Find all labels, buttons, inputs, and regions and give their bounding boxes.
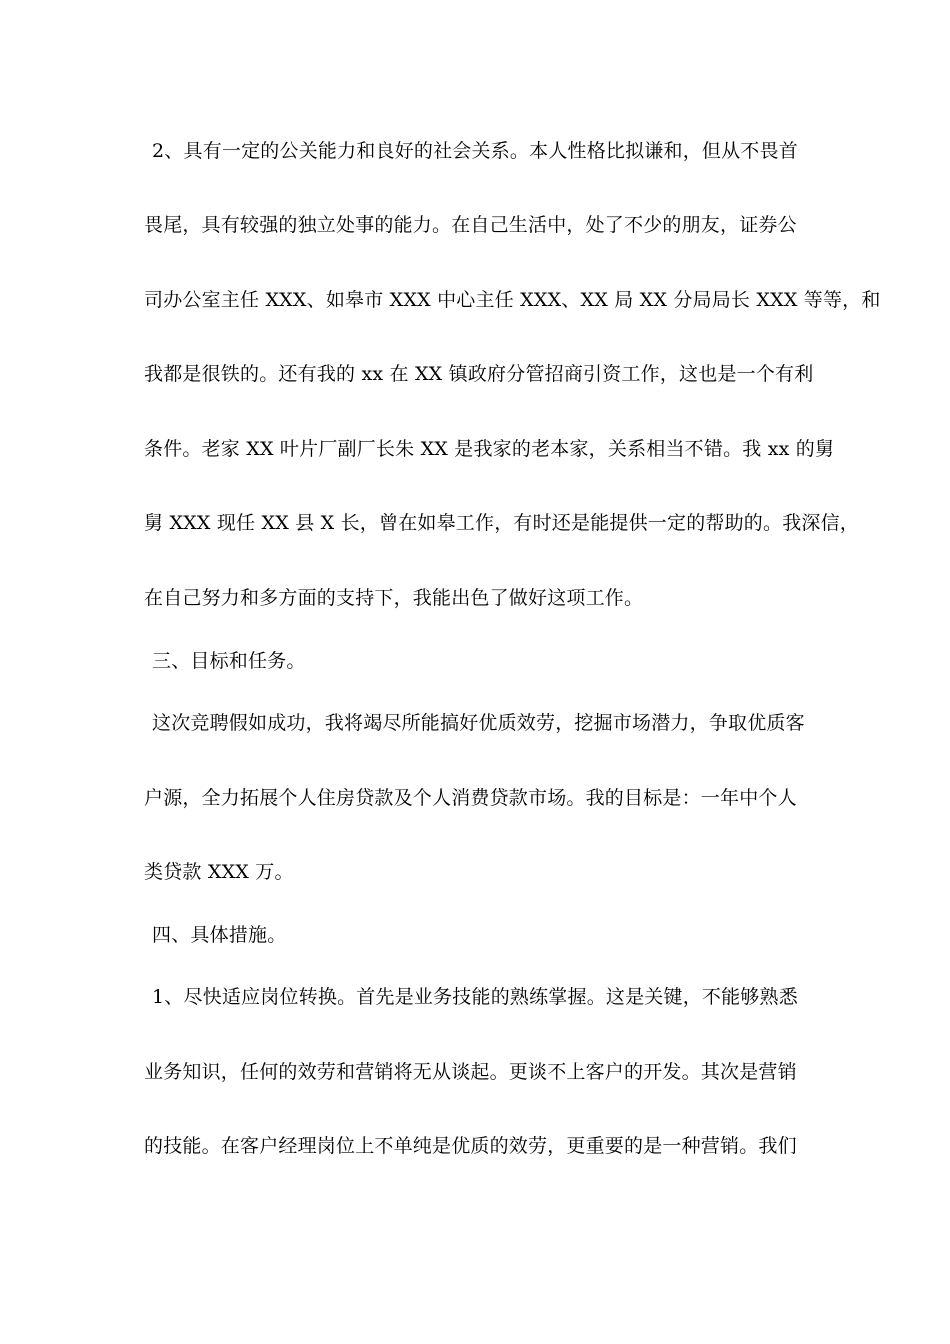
paragraph-line: 舅 XXX 现任 XX 县 X 长，曾在如皋工作，有时还是能提供一定的帮助的。我深信， — [144, 512, 859, 534]
paragraph-line: 1、尽快适应岗位转换。首先是业务技能的熟练掌握。这是关键，不能够熟悉 — [152, 986, 798, 1008]
paragraph-line: 这次竞聘假如成功，我将竭尽所能搞好优质效劳，挖掘市场潜力，争取优质客 — [152, 712, 805, 734]
paragraph-line: 条件。老家 XX 叶片厂副厂长朱 XX 是我家的老本家，关系相当不错。我 xx 的舅 — [144, 438, 835, 460]
paragraph-line: 2、具有一定的公关能力和良好的社会关系。本人性格比拟谦和，但从不畏首 — [152, 140, 798, 162]
paragraph-line: 司办公室主任 XXX、如皋市 XXX 中心主任 XXX、XX 局 XX 分局局长 XXX 等等，和 — [144, 289, 881, 311]
paragraph-line: 类贷款 XXX 万。 — [144, 861, 294, 883]
paragraph-line: 我都是很铁的。还有我的 xx 在 XX 镇政府分管招商引资工作，这也是一个有利 — [144, 363, 814, 385]
section-heading: 三、目标和任务。 — [152, 650, 306, 672]
paragraph-line: 业务知识，任何的效劳和营销将无从谈起。更谈不上客户的开发。其次是营销 — [144, 1061, 797, 1083]
section-heading: 四、具体措施。 — [152, 924, 287, 946]
paragraph-line: 畏尾，具有较强的独立处事的能力。在自己生活中，处了不少的朋友，证券公 — [144, 214, 797, 236]
paragraph-line: 户源，全力拓展个人住房贷款及个人消费贷款市场。我的目标是：一年中个人 — [144, 787, 797, 809]
paragraph-line: 在自己努力和多方面的支持下，我能出色了做好这项工作。 — [144, 587, 644, 609]
paragraph-line: 的技能。在客户经理岗位上不单纯是优质的效劳，更重要的是一种营销。我们 — [144, 1135, 797, 1157]
